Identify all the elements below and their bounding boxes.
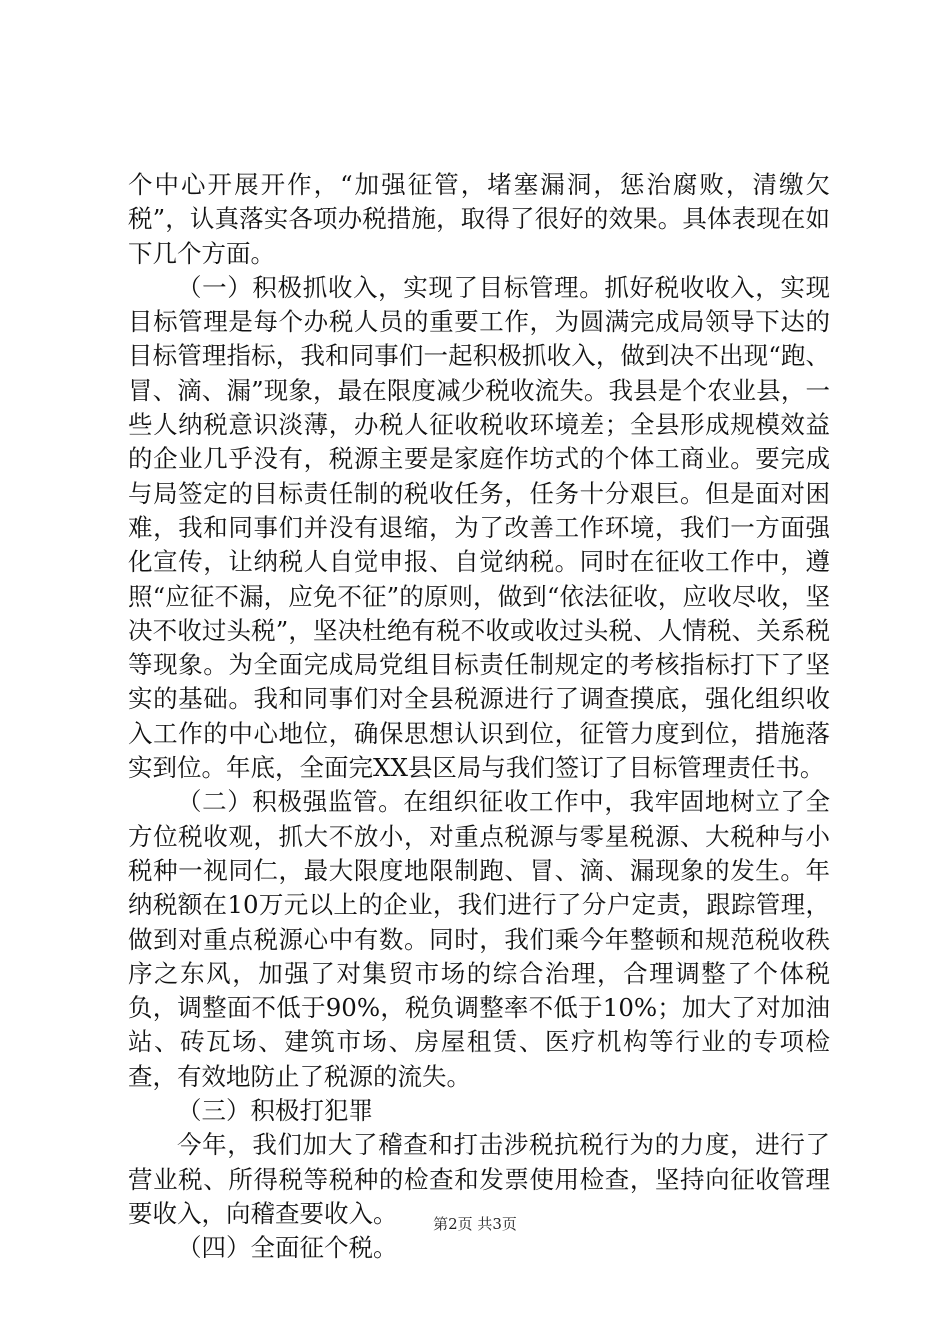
paragraph-section-1: （一）积极抓收入，实现了目标管理。抓好税收收入，实现目标管理是每个办税人员的重要工作，为圆满完成局领导下达的目标管理指标，我和同事们一起积极抓收入，做到决不出现“跑、冒、滴、漏”现象，最在限度减少税收流失。我县是个农业县，一些人纳税意识淡薄，办税人征收税收环境差；全县形成规模效益的企业几乎没有，税源主要是家庭作坊式的个体工商业。要完成与局签定的目标责任制的税收任务，任务十分艰巨。但是面对困难，我和同事们并没有退缩，为了改善工作环境，我们一方面强化宣传，让纳税人自觉申报、自觉纳税。同时在征收工作中，遵照“应征不漏，应免不征”的原则，做到“依法征收，应收尽收，坚决不收过头税”，坚决杜绝有税不收或收过头税、人情税、关系税等现象。为全面完成局党组目标责任制规定的考核指标打下了坚实的基础。我和同事们对全县税源进行了调查摸底，强化组织收入工作的中心地位，确保思想认识到位，征管力度到位，措施落实到位。年底，全面完XX县区局与我们签订了目标管理责任书。	[128, 272, 830, 783]
page-footer: 第2页 共3页	[433, 1215, 517, 1233]
paragraph-intro: 个中心开展开作，“加强征管，堵塞漏洞，惩治腐败，清缴欠税”，认真落实各项办税措施，取得了很好的效果。具体表现在如下几个方面。	[128, 170, 830, 268]
paragraph-section-3-heading: （三）积极打犯罪	[177, 1096, 373, 1126]
paragraph-section-2: （二）积极强监管。在组织征收工作中，我牢固地树立了全方位税收观，抓大不放小，对重点税源与零星税源、大税种与小税种一视同仁，最大限度地限制跑、冒、滴、漏现象的发生。年纳税额在10万元以上的企业，我们进行了分户定责，跟踪管理，做到对重点税源心中有数。同时，我们乘今年整顿和规范税收秩序之东风，加强了对集贸市场的综合治理，合理调整了个体税负，调整面不低于90%，税负调整率不低于10%；加大了对加油站、砖瓦场、建筑市场、房屋租赁、医疗机构等行业的专项检查，有效地防止了税源的流失。	[128, 787, 830, 1091]
paragraph-section-4-heading: （四）全面征个税。	[177, 1233, 398, 1263]
document-body	[128, 168, 830, 1266]
paragraph-section-3-body: 今年，我们加大了稽查和打击涉税抗税行为的力度，进行了营业税、所得税等税种的检查和发票使用检查，坚持向征收管理要收入，向稽查要收入。	[128, 1130, 830, 1228]
